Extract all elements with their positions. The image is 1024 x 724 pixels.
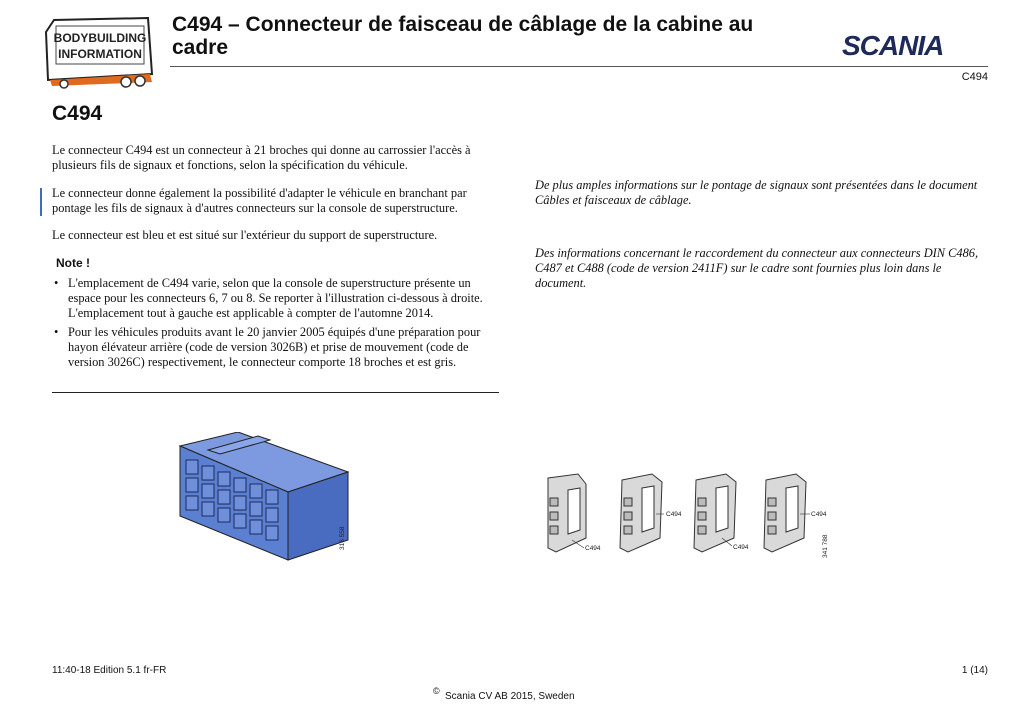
logo-text-line1: BODYBUILDING: [53, 31, 147, 45]
bracket-3: [694, 474, 736, 552]
bodybuilding-logo: [36, 14, 158, 90]
copyright-symbol: ©: [433, 686, 440, 696]
footer-copyright: Scania CV AB 2015, Sweden: [445, 691, 575, 702]
bracket-4: [764, 474, 806, 552]
bracket-label: C494: [811, 511, 827, 518]
paragraph-adaptation: Le connecteur donne également la possibilité d'adapter le véhicule en branchant par pontage les fils de signaux à d'autres connecteurs sur la console de superstructure.: [52, 186, 467, 215]
scania-logo: SCANIA: [842, 30, 944, 61]
note-title: Note !: [56, 256, 90, 270]
connector-figure-id: 316 558: [339, 526, 346, 550]
paragraph-location: Le connecteur est bleu et est situé sur l'extérieur du support de superstructure.: [52, 228, 438, 242]
info-din-connectors: Des informations concernant le raccordement du connecteur aux connecteurs DIN C486, C487 et C488 (code de version 2411F) sur le cadre sont fournies plus loin dans le document.: [535, 246, 979, 290]
note-item: • Pour les véhicules produits avant le 20 janvier 2005 équipés d'une préparation pour hayon élévateur arrière (code de version 3026B) et prise de mouvement (code de version 3026C) respectivement, le connecteur comporte 18 broches et est gris.: [52, 325, 502, 370]
paragraph-intro: Le connecteur C494 est un connecteur à 21 broches qui donne au carrossier l'accès à plusieurs fils de signaux et fonctions, selon la spécification du véhicule.: [52, 143, 471, 172]
bracket-label: C494: [733, 544, 749, 551]
bracket-2: [620, 474, 662, 552]
note-end-divider: [52, 392, 499, 393]
bracket-illustrations: [538, 468, 838, 564]
connector-illustration: [178, 432, 358, 562]
document-reference: C494: [961, 71, 988, 83]
footer-page-number: 1 (14): [961, 665, 988, 676]
section-heading: C494: [52, 102, 103, 125]
bracket-1: [548, 474, 586, 552]
bracket-label: C494: [585, 545, 601, 552]
bracket-label: C494: [666, 511, 682, 518]
info-signal-bridging: De plus amples informations sur le pontage de signaux sont présentées dans le document Câbles et faisceaux de câblage.: [535, 178, 978, 207]
bracket-figure-id: 341 788: [822, 534, 829, 558]
header-divider: [170, 66, 988, 67]
logo-text-line2: INFORMATION: [58, 47, 142, 61]
footer-edition: 11:40-18 Edition 5.1 fr-FR: [52, 665, 167, 676]
note-list: [52, 276, 502, 374]
change-bar: [40, 188, 42, 216]
note-item: • L'emplacement de C494 varie, selon que la console de superstructure présente un espace pour les connecteurs 6, 7 ou 8. Se reporter à l'illustration ci-dessous à droite. L'emplacement tout à gauche est applicable à compter de l'automne 2014.: [52, 276, 502, 321]
page-title: C494 – Connecteur de faisceau de câblage de la cabine au cadre: [172, 13, 754, 59]
